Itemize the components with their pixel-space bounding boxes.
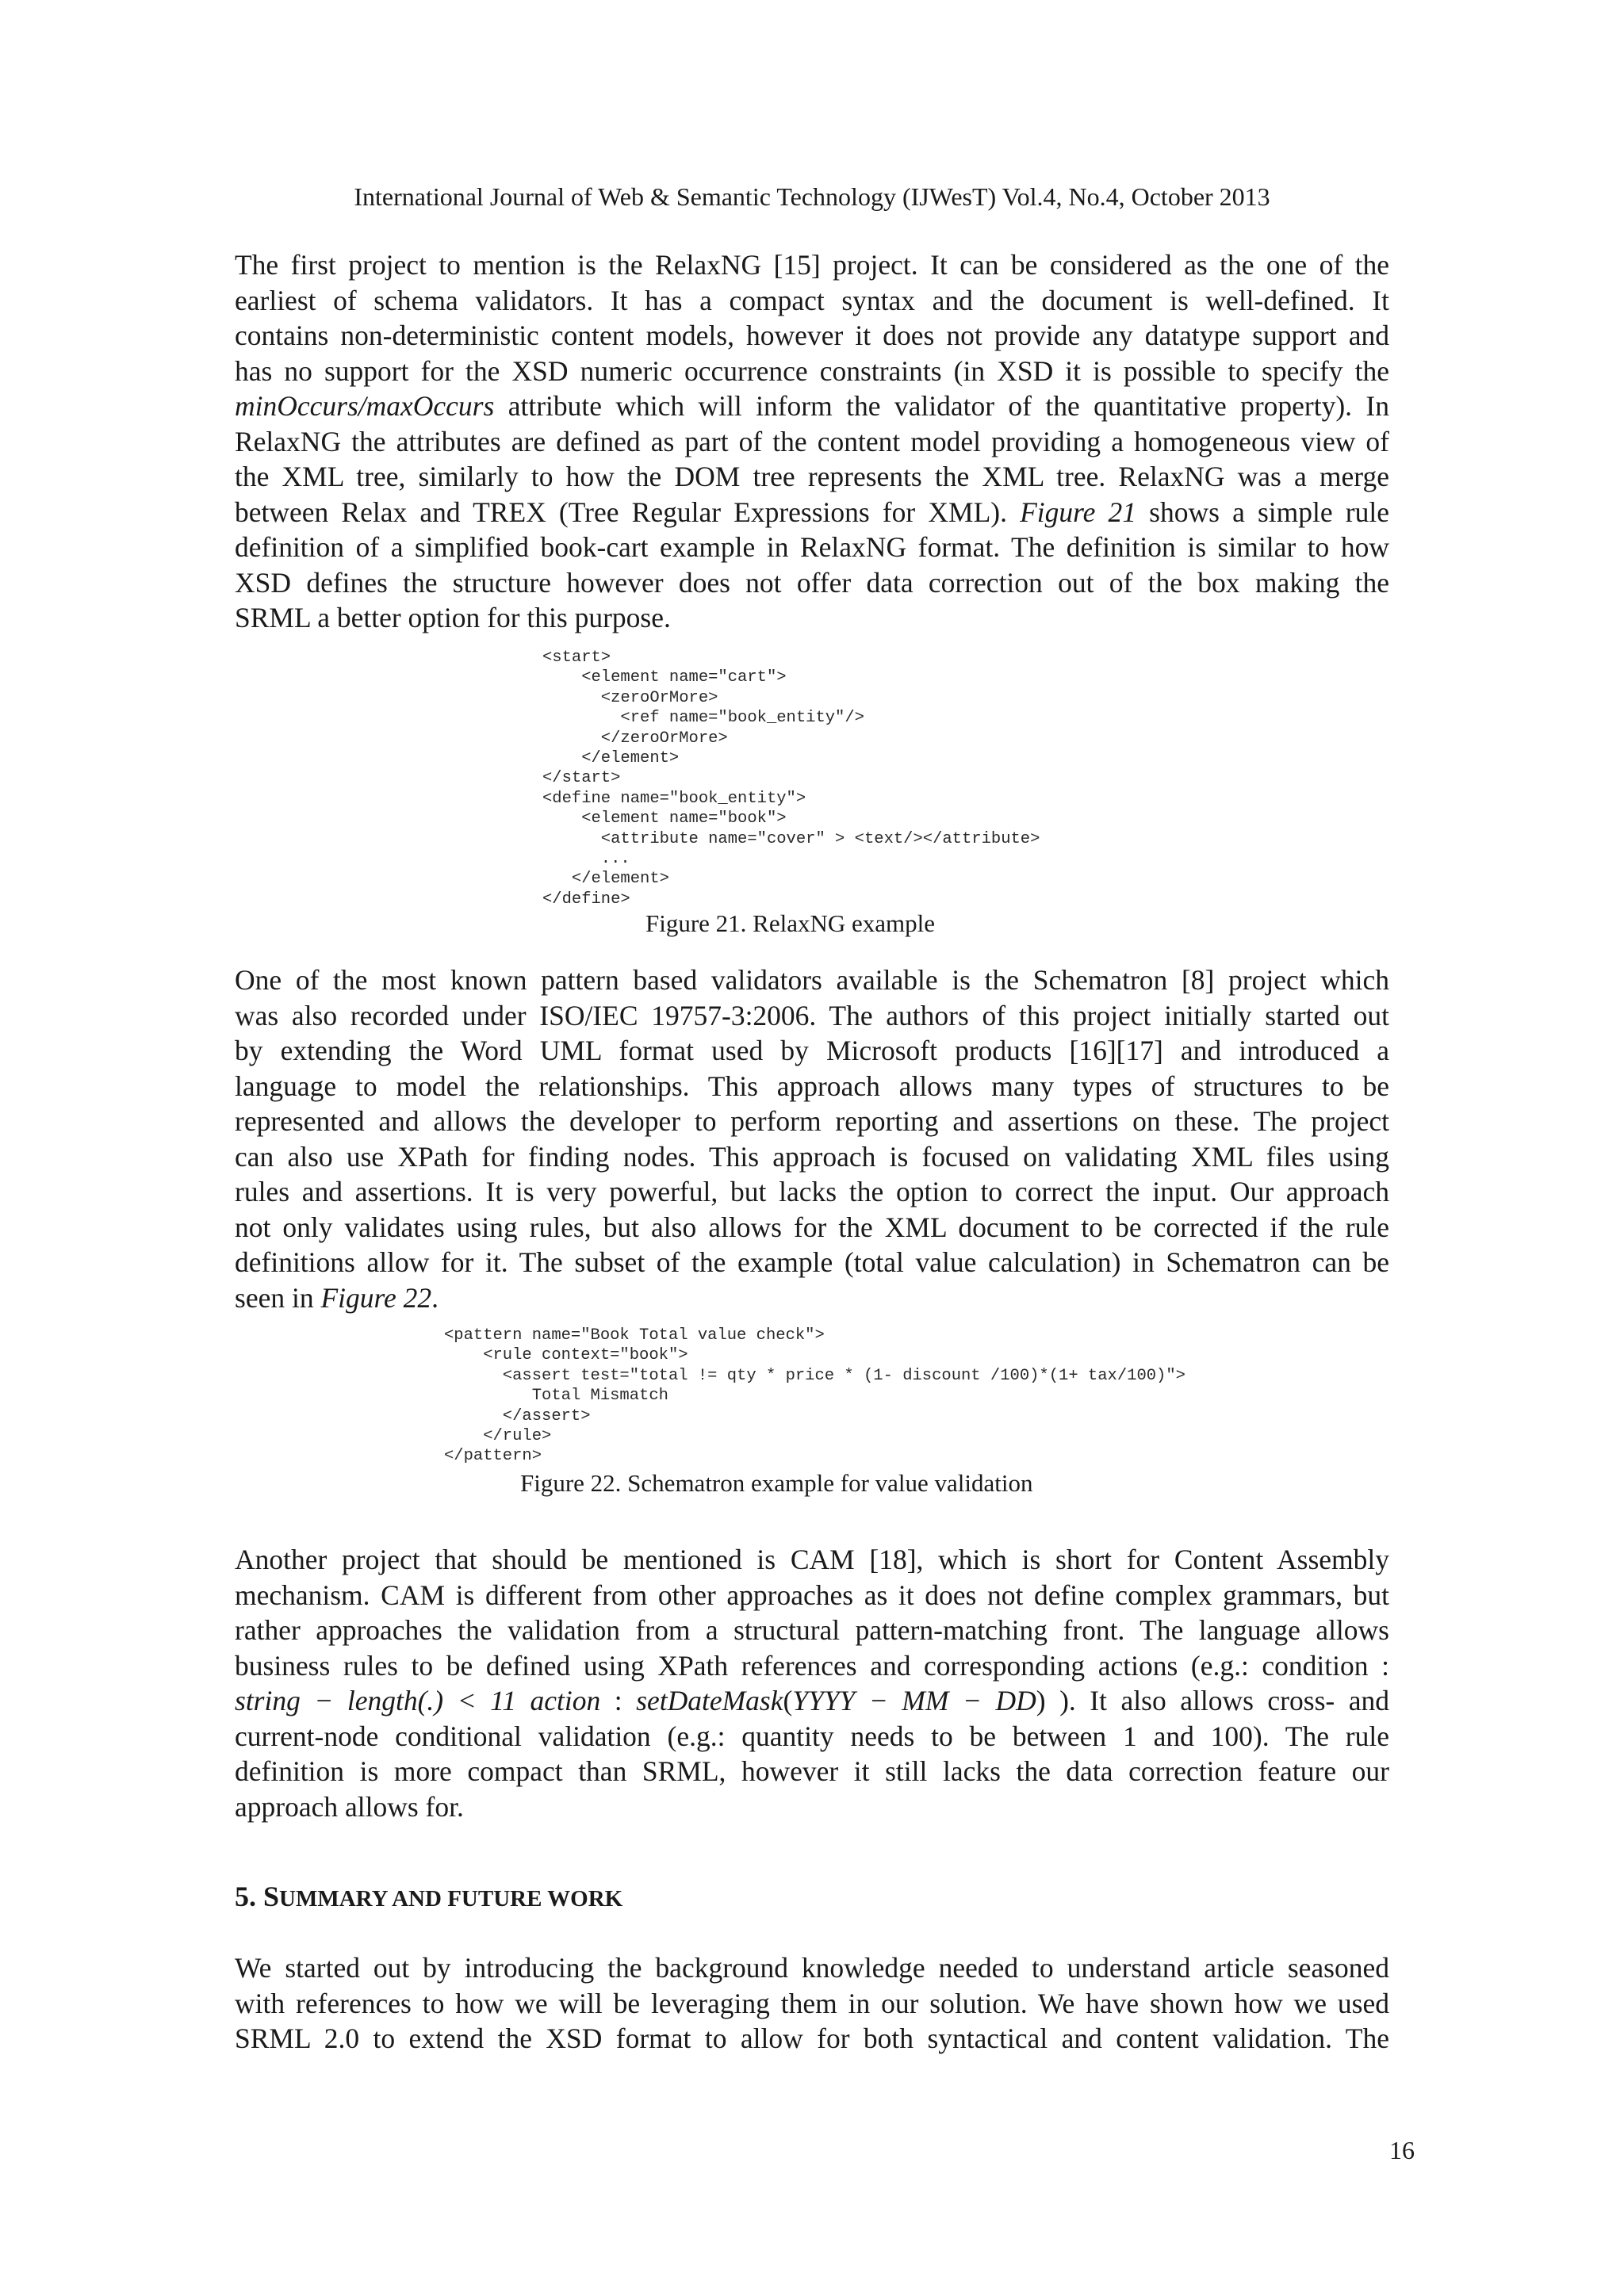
text-line: language to model the relationships. This approach allows many types of structures to be bbox=[235, 1070, 1389, 1102]
figure-reference: Figure 22 bbox=[320, 1281, 432, 1314]
section-title-smallcaps: FUTURE WORK bbox=[447, 1886, 623, 1911]
text-line: contains non-deterministic content models, however it does not provide any datatype support and bbox=[235, 320, 1389, 351]
text-line: SRML 2.0 to extend the XSD format to allow for both syntactical and content validation. The bbox=[235, 2022, 1389, 2054]
text-line: rather approaches the validation from a structural pattern-matching front. The language allows bbox=[235, 1614, 1389, 1646]
text-run: shows a simple rule bbox=[1136, 496, 1389, 528]
text-line: rules and assertions. It is very powerful, but lacks the option to correct the input. Our approach bbox=[235, 1176, 1389, 1207]
section-heading bbox=[235, 1879, 622, 1916]
section-title-initial: S bbox=[263, 1881, 280, 1912]
text-run: . bbox=[431, 1281, 439, 1314]
figure-reference: Figure 21 bbox=[1020, 496, 1137, 528]
text-line bbox=[235, 1280, 1389, 1316]
text-line: Another project that should be mentioned is CAM [18], which is short for Content Assembly bbox=[235, 1544, 1389, 1575]
paragraph-cam bbox=[235, 1542, 1389, 1824]
section-title-smallcaps: UMMARY AND bbox=[279, 1886, 448, 1911]
text-line: The first project to mention is the RelaxNG [15] project. It can be considered as the one of the bbox=[235, 249, 1389, 281]
text-run: between Relax and TREX (Tree Regular Expressions for XML). bbox=[235, 496, 1021, 528]
math-expression: YYYY − MM − DD bbox=[792, 1685, 1036, 1716]
text-line: One of the most known pattern based validators available is the Schematron [8] project which bbox=[235, 964, 1389, 996]
math-expression: setDateMask bbox=[636, 1685, 783, 1716]
paragraph-summary bbox=[235, 1950, 1389, 2057]
text-line: can also use XPath for finding nodes. This approach is focused on validating XML files using bbox=[235, 1140, 1389, 1173]
paragraph-schematron bbox=[235, 962, 1389, 1315]
math-expression: action bbox=[530, 1685, 601, 1716]
page-number: 16 bbox=[1389, 2136, 1415, 2164]
text-line bbox=[235, 388, 1389, 424]
text-line: SRML a better option for this purpose. bbox=[235, 602, 671, 633]
text-line: mechanism. CAM is different from other approaches as it does not define complex grammars, but bbox=[235, 1578, 1389, 1611]
text-line: represented and allows the developer to perform reporting and assertions on these. The project bbox=[235, 1105, 1389, 1137]
figure-caption: Figure 21. RelaxNG example bbox=[645, 909, 936, 937]
text-run: attribute which will inform the validator of the quantitative property). In bbox=[494, 390, 1389, 422]
math-expression: string − length(.) < 11 bbox=[235, 1685, 530, 1716]
text-line: by extending the Word UML format used by Microsoft products [16][17] and introduced a bbox=[235, 1035, 1389, 1066]
text-run: ( bbox=[783, 1685, 793, 1716]
text-line: not only validates using rules, but also allows for the XML document to be corrected if the rule bbox=[235, 1211, 1389, 1243]
figure-caption: Figure 22. Schematron example for value validation bbox=[520, 1469, 1033, 1497]
text-line: with references to how we will be leveraging them in our solution. We have shown how we used bbox=[235, 1987, 1389, 2019]
text-run: ) ). It also allows cross- and bbox=[1036, 1685, 1389, 1716]
code-listing-relaxng: <start> <element name="cart"> <zeroOrMore> <ref name="book_entity"/> </zeroOrMore> </element> </start> <define name="book_entity"> <element name="book"> <attribute name="cover" > <text/></attribute> ... </element> </define> bbox=[542, 649, 1040, 909]
text-run: : bbox=[600, 1685, 637, 1716]
text-line bbox=[235, 495, 1389, 530]
text-line: the XML tree, similarly to how the DOM tree represents the XML tree. RelaxNG was a merge bbox=[235, 461, 1389, 492]
text-line: We started out by introducing the background knowledge needed to understand article seasoned bbox=[235, 1952, 1389, 1984]
paragraph-relaxng bbox=[235, 247, 1389, 636]
text-line: has no support for the XSD numeric occurrence constraints (in XSD it is possible to specify the bbox=[235, 354, 1389, 387]
text-line: was also recorded under ISO/IEC 19757-3:2006. The authors of this project initially started out bbox=[235, 999, 1389, 1031]
text-line: current-node conditional validation (e.g.: quantity needs to be between 1 and 100). The rule bbox=[235, 1720, 1389, 1752]
text-line: XSD defines the structure however does not offer data correction out of the box making the bbox=[235, 566, 1389, 599]
text-line: definitions allow for it. The subset of the example (total value calculation) in Schematron can be bbox=[235, 1246, 1389, 1278]
section-number: 5. bbox=[235, 1881, 263, 1912]
text-line: earliest of schema validators. It has a compact syntax and the document is well-defined. It bbox=[235, 284, 1389, 316]
text-line bbox=[235, 1683, 1389, 1719]
text-line: definition of a simplified book-cart example in RelaxNG format. The definition is similar to how bbox=[235, 531, 1389, 563]
text-line: RelaxNG the attributes are defined as part of the content model providing a homogeneous view of bbox=[235, 425, 1389, 457]
code-listing-schematron: <pattern name="Book Total value check"> <rule context="book"> <assert test="total != qty * price * (1- discount /100)*(1+ tax/100)"> Total Mismatch </assert> </rule> </pattern> bbox=[444, 1326, 1185, 1466]
text-run: seen in bbox=[235, 1281, 321, 1314]
text-line: definition is more compact than SRML, however it still lacks the data correction feature our bbox=[235, 1755, 1389, 1787]
italic-term: minOccurs/maxOccurs bbox=[235, 390, 495, 422]
text-line: approach allows for. bbox=[235, 1790, 464, 1823]
journal-header: International Journal of Web & Semantic Technology (IJWesT) Vol.4, No.4, October 2013 bbox=[354, 182, 1270, 211]
text-line: business rules to be defined using XPath references and corresponding actions (e.g.: condition : bbox=[235, 1649, 1389, 1682]
